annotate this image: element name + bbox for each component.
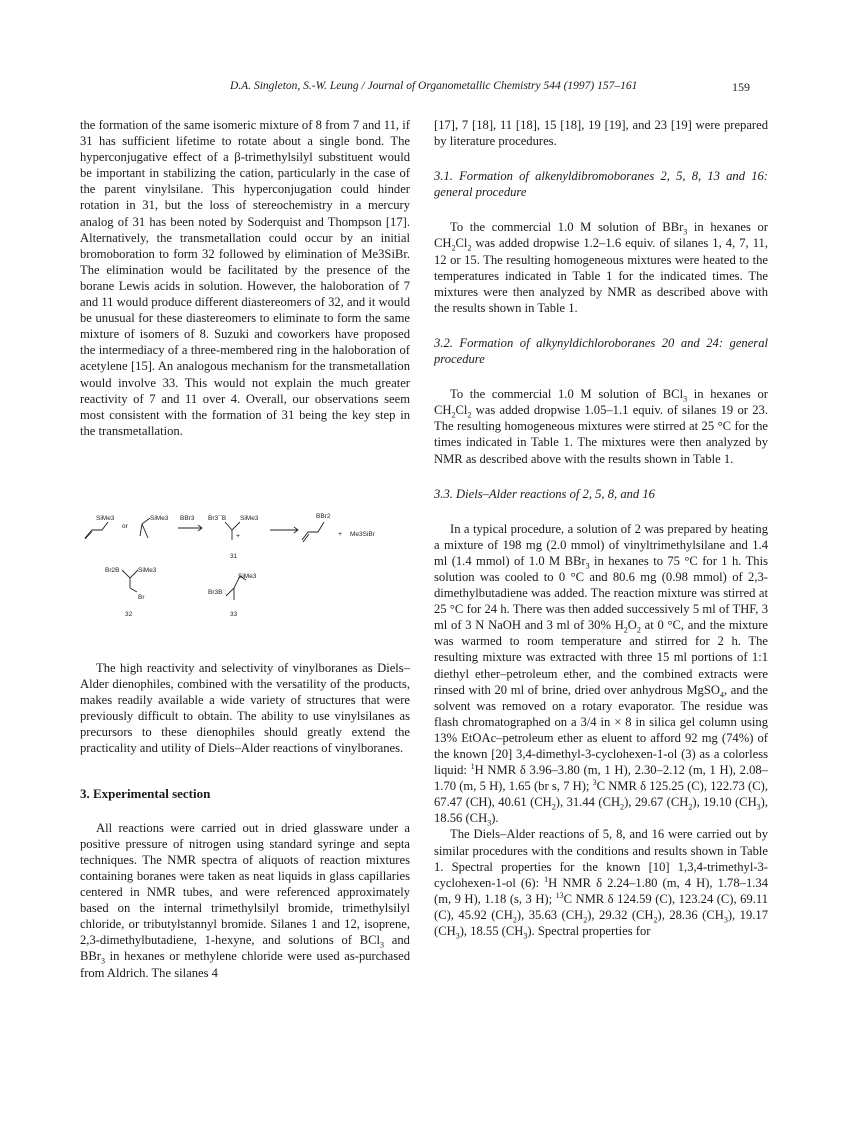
paragraph-reactivity: The high reactivity and selectivity of vinylboranes as Diels–Alder dienophiles, combined with the versatility of the products, makes readily available a wide variety of structures that were previously difficult to obtain. The ability to use vinylsilanes as precursors to these dienophiles should greatly extend the practicality and utility of Diels–Alder reactions of vinylboranes. [80, 661, 410, 756]
paragraph-refs: [17], 7 [18], 11 [18], 15 [18], 19 [19], and 23 [19] were prepared by literature procedures. [434, 118, 768, 149]
paragraph-intro: the formation of the same isomeric mixture of 8 from 7 and 11, if 31 has sufficient lifetime to rotate about a single bond. The hyperconjugative effect of a β-trimethylsilyl substituent would be important in stabilizing the cation, particularly in the case of the parent vinylsilane. This hyperconjugation could hinder rotation in 31, but the loss of stereochemistry in a mercury analog of 31 has been noted by Soderquist and Thompson [17]. Alternatively, the transmetallation could occur by an initial bromoboration to form 32 followed by elimination of Me3SiBr. The elimination would be facilitated by the presence of the borane Lewis acids in solution. However, the haloboration of 7 and 11 would produce different diastereomers of 32, and it would be unusual for these diastereomers to eliminate to form the same mixture of isomers of 8. Suzuki and coworkers have proposed the intermediacy of a three-membered ring in the haloboration of acetylene [15]. An analogous mechanism for the transmetallation would involve 33. This would not explain the much greater reactivity of 7 and 11 over 4. Overall, our observations seem most consistent with the formation of 31 being the key step in the transmetallation. [80, 118, 410, 438]
scheme-label: BBr3 [180, 515, 195, 522]
left-column-lower [80, 660, 410, 981]
scheme-label: Br3B : [208, 589, 227, 596]
subsection-3-3: 3.3. Diels–Alder reactions of 2, 5, 8, and 16 [434, 486, 655, 501]
scheme-label: Br3¯B [208, 515, 227, 522]
subsection-3-2: 3.2. Formation of alkynyldichloroboranes 20 and 24: general procedure [434, 335, 768, 367]
scheme-label: Br2B [105, 567, 120, 574]
paragraph-3-1: To the commercial 1.0 M solution of BBr$_3$ in hexanes or $CH_2Cl_2$ was added dropwise 1.2–1.6 equiv. of silanes 1, 4, 7, 11, 12 or 15. The resulting homogeneous mixtures were heated to the temperatures indicated in Table 1 for the indicated times. The mixtures were then analyzed by NMR as described above with the results shown in Table 1. [434, 220, 769, 315]
scheme-compound-number: 31 [230, 553, 238, 560]
scheme-compound-number: 32 [125, 611, 133, 618]
section-heading: 3. Experimental section [80, 785, 211, 801]
left-column [80, 117, 410, 439]
scheme-label: SiMe3 [138, 567, 157, 574]
paragraph-3-3: In a typical procedure, a solution of 2 was prepared by heating a mixture of 198 mg (2.0 mmol) of vinyltrimethylsilane and 1.4 ml (1.4 mmol) of 1.0 M BBr$_3$ in hexanes to 75 °C for 1 h. This solution was cooled to 0 °C and 80.6 mg (0.98 mmol) of 2,3-dimethylbutadiene was added. The reaction mixture was stirred at 25 °C for 24 h. There was then added successively 5 ml of THF, 3 ml of 3 N NaOH and 3 ml of 30% $H_2O_2$ at 0 °C, and the mixture was warmed to room temperature and stirred for 2 h. The resulting mixture was extracted with three 15 ml portions of 1:1 diethyl ether–petroleum ether, and the combined extracts were rinsed with 20 ml of brine, dried over anhydrous MgSO$_4$, and the solvent was removed on a rotary evaporator. The residue was flash chromatographed on a 3/4 in × 8 in silica gel column using 13% EtOAc–petroleum ether as eluent to afford 92 mg (74%) of the known [20] 3,4-dimethyl-3-cyclohexen-1-ol (3) as a colorless liquid: $^1$H NMR δ 3.96–3.80 (m, 1 H), 2.30–2.12 (m, 1 H), 2.08–1.70 (m, 5 H), 1.65 (br s, 7 H); $^3$C NMR δ 125.25 (C), 122.73 (C), 67.47 (CH), 40.61 $(CH_2)$, 31.44 $(CH_2)$, 29.67 $(CH_2)$, 19.10 $(CH_3)$, 18.56 $(CH_3)$. [434, 521, 769, 828]
scheme-label: BBr2 [316, 513, 331, 520]
reaction-scheme [80, 508, 420, 643]
paragraph-experimental: All reactions were carried out in dried glassware under a positive pressure of nitrogen using standard syringe and septa techniques. The NMR spectra of aliquots of reaction mixtures containing boranes were taken as neat liquids in glass capillaries centered in NMR tubes, and were referenced approximately based on the internal trimethylsilyl bromide, trimethylsilyl chloride, or tributylstannyl bromide. Silanes 1 and 12, isoprene, 2,3-dimethylbutadiene, 1-hexyne, and solutions of BCl$_3$ and BBr$_3$ in hexanes or methylene chloride were used as-purchased from Aldrich. The silanes 4 [80, 820, 410, 980]
subsection-3-1: 3.1. Formation of alkenyldibromoboranes 2, 5, 8, 13 and 16: general procedure [434, 169, 768, 200]
paragraph-diels-alder: The Diels–Alder reactions of 5, 8, and 16 were carried out by similar procedures with the conditions and results shown in Table 1. Spectral properties for the known [10] 1,3,4-trimethyl-3-cyclohexen-1-ol (6): $^1$H NMR δ 2.24–1.80 (m, 4 H), 1.78–1.34 (m, 9 H), 1.18 (s, 3 H); $^{13}$C NMR δ 124.59 (C), 123.24 (C), 69.11 (C), 45.92 $(CH_2)$, 35.63 $(CH_2)$, 29.32 $(CH_2)$, 28.36 $(CH_3)$, 19.17 $(CH_3)$, 18.55 $(CH_3)$. Spectral properties for [434, 827, 769, 941]
page-number: 159 [732, 80, 750, 94]
scheme-compound-number: 33 [230, 611, 238, 618]
scheme-label: Me3SiBr [350, 531, 375, 538]
scheme-label: + [236, 533, 241, 540]
scheme-label: Br [138, 594, 145, 601]
scheme-label: SiMe3 [238, 573, 257, 580]
scheme-label: + [338, 531, 343, 538]
scheme-label: SiMe3 [96, 515, 115, 522]
paragraph-3-2: To the commercial 1.0 M solution of BCl$_3$ in hexanes or $CH_2Cl_2$ was added dropwise 1.05–1.1 equiv. of silanes 19 or 23. The resulting homogeneous mixtures were stirred at 25 °C for the times indicated in Table 1. The mixtures were then analyzed by NMR as described above with the results shown in Table 1. [434, 387, 768, 466]
running-header: D.A. Singleton, S.-W. Leung / Journal of Organometallic Chemistry 544 (1997) 157–161 [230, 80, 638, 92]
right-column [434, 117, 768, 939]
scheme-label: SiMe3 [240, 515, 259, 522]
scheme-label: or [122, 523, 128, 530]
scheme-label: SiMe3 [150, 515, 169, 522]
